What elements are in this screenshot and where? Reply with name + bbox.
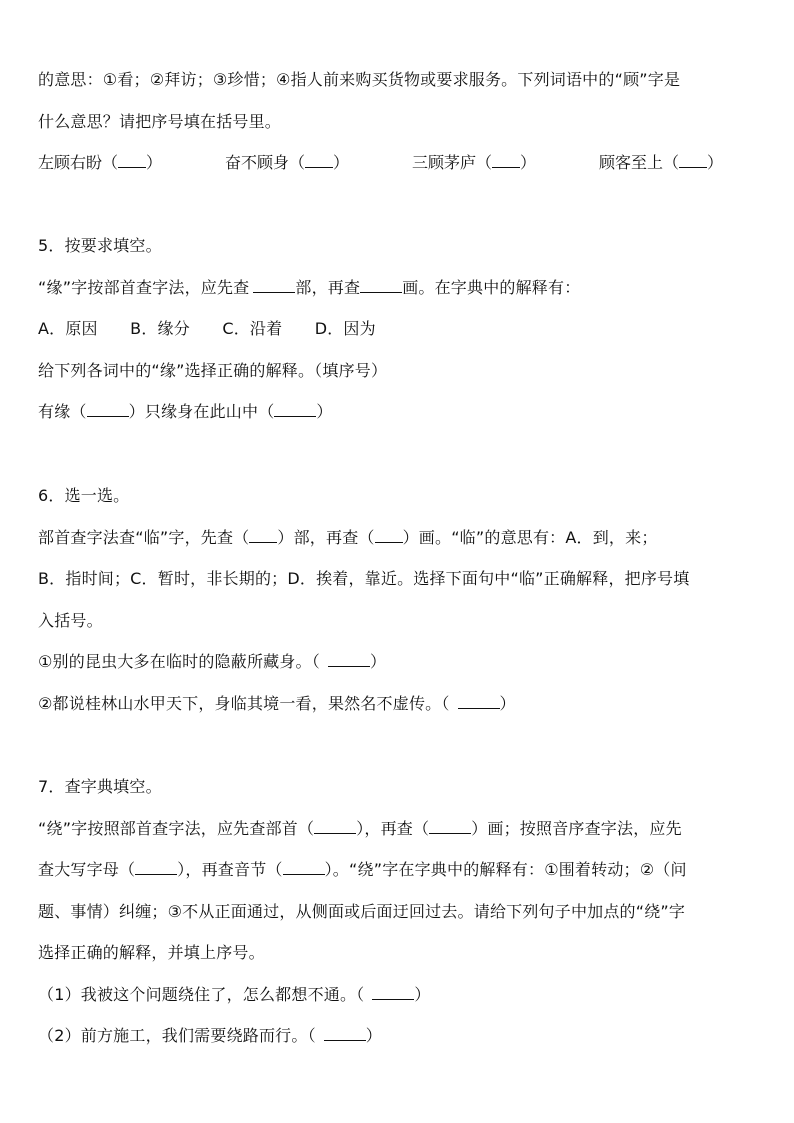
answer-blank[interactable]: [429, 819, 471, 834]
q4-text-line-2: 什么意思？请把序号填在括号里。: [38, 112, 282, 131]
answer-blank[interactable]: [360, 278, 402, 293]
answer-blank[interactable]: [118, 153, 146, 168]
answer-blank[interactable]: [458, 694, 500, 709]
q7-line-2: 查大写字母（ ），再查音节（ ）。“绕”字在字典中的解释有：①围着转动；②（问: [38, 860, 687, 879]
q7-line-4: 选择正确的解释，并填上序号。: [38, 943, 265, 962]
q7-sentence-2: （2）前方施工，我们需要绕路而行。（ ）: [38, 1026, 382, 1045]
q5-answer-line: 有缘（ ）只缘身在此山中（ ）: [38, 402, 333, 421]
answer-blank[interactable]: [375, 528, 403, 543]
q6-title: 6．选一选。: [38, 486, 130, 505]
q5-options: A．原因 B．缘分 C．沿着 D．因为: [38, 319, 376, 338]
answer-blank[interactable]: [135, 860, 177, 875]
answer-blank[interactable]: [87, 402, 129, 417]
q4-text-line-1: 的意思：①看；②拜访；③珍惜；④指人前来购买货物或要求服务。下列词语中的“顾”字是: [38, 70, 681, 89]
answer-blank[interactable]: [249, 528, 277, 543]
q4-item-2: 奋不顾身（ ）: [225, 153, 350, 172]
q5-line-1: “缘”字按部首查字法，应先查 部，再查 画。在字典中的解释有：: [38, 278, 581, 297]
q5-title: 5．按要求填空。: [38, 236, 162, 255]
answer-blank[interactable]: [283, 860, 325, 875]
q7-line-3: 题、事情）纠缠；③不从正面通过，从侧面或后面迂回过去。请给下列句子中加点的“绕”字: [38, 902, 686, 921]
q5-instruction: 给下列各词中的“缘”选择正确的解释。（填序号）: [38, 361, 388, 380]
q6-sentence-1: ①别的昆虫大多在临时的隐蔽所藏身。（ ）: [38, 652, 387, 671]
q6-sentence-2: ②都说桂林山水甲天下，身临其境一看，果然名不虚传。（ ）: [38, 694, 516, 713]
answer-blank[interactable]: [372, 985, 414, 1000]
q7-line-1: “绕”字按照部首查字法，应先查部首（ ），再查（ ）画；按照音序查字法，应先: [38, 819, 682, 838]
answer-blank[interactable]: [314, 819, 356, 834]
answer-blank[interactable]: [324, 1026, 366, 1041]
answer-blank[interactable]: [274, 402, 316, 417]
q4-item-3: 三顾茅庐（ ）: [412, 153, 537, 172]
q4-item-4: 顾客至上（ ）: [599, 153, 724, 172]
q7-title: 7．查字典填空。: [38, 777, 162, 796]
q7-sentence-1: （1）我被这个问题绕住了，怎么都想不通。（ ）: [38, 985, 431, 1004]
q6-line-2: B．指时间；C．暂时，非长期的；D．挨着，靠近。选择下面句中“临”正确解释，把序号填: [38, 569, 690, 588]
answer-blank[interactable]: [328, 652, 370, 667]
answer-blank[interactable]: [679, 153, 707, 168]
answer-blank[interactable]: [253, 278, 295, 293]
answer-blank[interactable]: [492, 153, 520, 168]
q4-item-1: 左顾右盼（ ）: [38, 153, 163, 172]
q6-line-1: 部首查字法查“临”字，先查（ ）部，再查（ ）画。“临”的意思有：A．到，来；: [38, 528, 658, 547]
answer-blank[interactable]: [305, 153, 333, 168]
q6-line-3: 入括号。: [38, 611, 103, 630]
